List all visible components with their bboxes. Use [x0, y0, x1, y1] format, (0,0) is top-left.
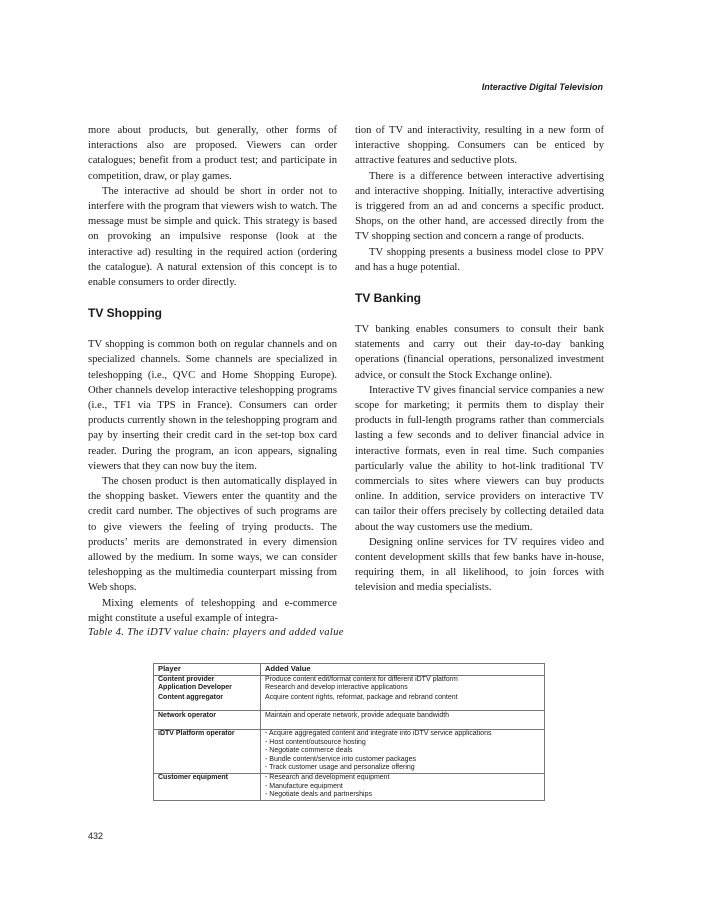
- paragraph: TV shopping is common both on regular channels and on specialized channels. Some channels are specialized in teleshopping (i.e., QVC and Home Shopping Europe). Other channels develop interactive teleshopping programs (i.e., TF1 via TPS in France). Consumers can order products currently shown in the teleshopping program and pay by inserting their credit card in the set-top box card reader. During the program, an icon appears, signaling viewers that they can now buy the item.: [88, 339, 337, 472]
- value-line: - Manufacture equipment: [265, 782, 343, 790]
- player-cell: Network operator: [154, 711, 261, 730]
- value-cell: [261, 773, 545, 800]
- table-row: [154, 729, 545, 773]
- player-cell: Application Developer: [154, 684, 261, 693]
- value-line: - Research and development equipment: [265, 773, 390, 781]
- table-header-player: Player: [154, 664, 261, 676]
- player-cell: Content aggregator: [154, 693, 261, 711]
- paragraph: tion of TV and interactivity, resulting in a new form of interactive shopping. Consumers can be enticed by attractive features and seductive plots.: [355, 125, 604, 167]
- value-cell: [261, 729, 545, 773]
- value-line: - Negotiate commerce deals: [265, 747, 353, 755]
- table-caption: Table 4. The iDTV value chain: players and added value: [88, 627, 344, 638]
- page-number: 432: [88, 831, 104, 841]
- section-heading-tv-shopping: TV Shopping: [88, 306, 162, 321]
- value-line: - Bundle content/service into customer packages: [265, 755, 416, 763]
- value-chain-table: [153, 663, 545, 801]
- left-column: [88, 123, 337, 626]
- value-line: - Acquire aggregated content and integrate into iDTV service applications: [265, 729, 492, 737]
- running-head: Interactive Digital Television: [481, 82, 603, 92]
- paragraph: Designing online services for TV requires video and content development skills that few banks have in-house, requiring them, in all likelihood, to join forces with television and media specialists.: [355, 536, 604, 594]
- paragraph: Mixing elements of teleshopping and e-commerce might constitute a useful example of integra-: [88, 597, 337, 624]
- value-cell: Research and develop interactive applications: [261, 684, 545, 693]
- value-line: - Track customer usage and personalize offering: [265, 764, 415, 772]
- paragraph: The interactive ad should be short in order not to interfere with the program that viewers wish to watch. The message must be simple and quick. This strategy is based on provoking an impulsive response (look at the interactive ad) resulting in the required action (ordering the catalogue). A natural extension of this concept is to enable consumers to order directly.: [88, 185, 337, 289]
- table-row: [154, 711, 545, 730]
- right-column: [355, 123, 604, 596]
- paragraph: TV banking enables consumers to consult their bank statements and carry out their day-to-day banking operations (financial operations, personalized investment advice, or consult the Stock Exchange online).: [355, 324, 604, 381]
- section-heading-tv-banking: TV Banking: [355, 291, 422, 306]
- player-cell: Content provider: [154, 675, 261, 684]
- table-row: [154, 693, 545, 711]
- table-row: [154, 675, 545, 684]
- value-cell: Acquire content rights, reformat, package and rebrand content: [261, 693, 545, 711]
- value-cell: Maintain and operate network, provide adequate bandwidth: [261, 711, 545, 730]
- paragraph: The chosen product is then automatically displayed in the shopping basket. Viewers enter the quantity and the credit card number. The objectives of such programs are to give viewers the feeling of trying products. The products’ merits are demonstrated in every dimension allowed by the medium. In some ways, we can consider teleshopping as the multimedia counterpart missing from Web shops.: [88, 476, 337, 594]
- table-row: [154, 684, 545, 693]
- player-cell: Customer equipment: [154, 773, 261, 800]
- player-cell: iDTV Platform operator: [154, 729, 261, 773]
- value-cell: Produce content edit/format content for different iDTV platform: [261, 675, 545, 684]
- paragraph: There is a difference between interactive advertising and interactive shopping. Initially, interactive advertising is triggered from an ad and concerns a specific product. Shops, on the other hand, are accessed directly from the TV shopping section and concern a range of products.: [355, 170, 604, 243]
- paragraph: TV shopping presents a business model close to PPV and has a huge potential.: [355, 246, 604, 273]
- value-line: - Host content/outsource hosting: [265, 738, 366, 746]
- paragraph: Interactive TV gives financial service companies a new scope for marketing; it permits them to display their products in full-length programs rather than commercials lasting a few seconds and to deliver financial advice in interactive formats, even in real time. Such companies particularly value the ability to hot-link traditional TV commercials to sites where viewers can buy products online. In addition, service providers on interactive TV can tailor their offers precisely by collecting detailed data about the way customers use the medium.: [355, 384, 604, 533]
- table-header-added-value: Added Value: [261, 664, 545, 676]
- value-line: - Negotiate deals and partnerships: [265, 791, 373, 799]
- paragraph: more about products, but generally, other forms of interactions also are proposed. Viewers can order catalogues; benefit from a product test; and participate in competition, draw, or play games.: [88, 125, 337, 182]
- table-row: [154, 773, 545, 800]
